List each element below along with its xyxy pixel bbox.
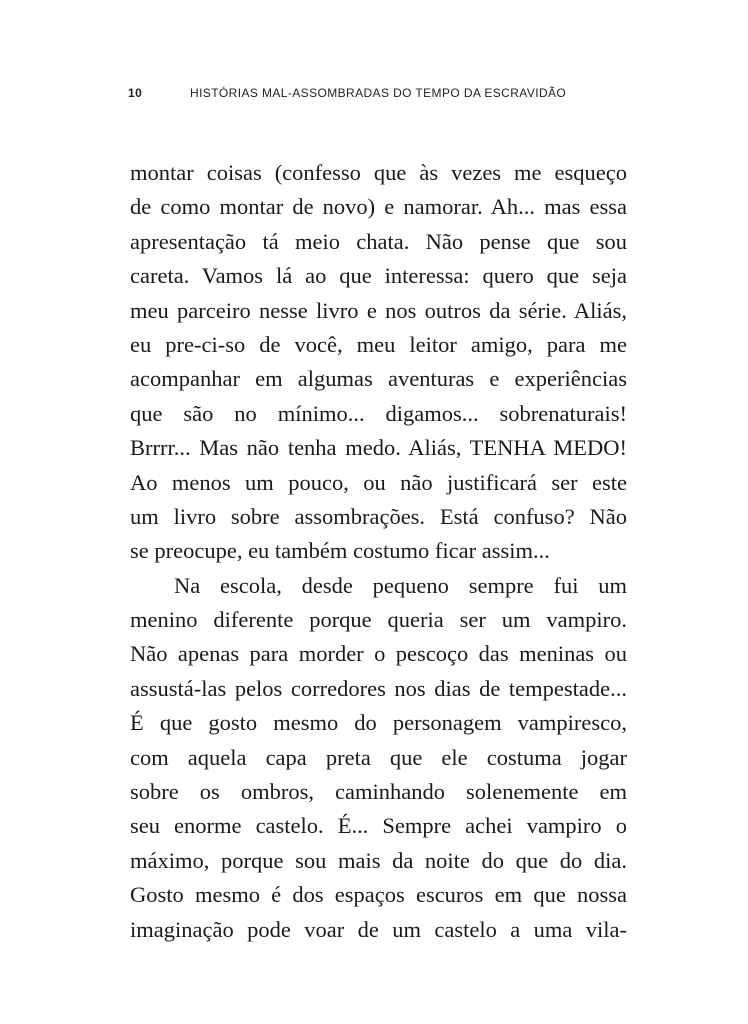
- text-line: Não apenas para morder o pescoço das meninas ou: [130, 641, 627, 667]
- text-line: meu parceiro nesse livro e nos outros da série. Aliás,: [130, 297, 627, 323]
- page-number: 10: [128, 86, 143, 100]
- text-line: seu enorme castelo. É... Sempre achei vampiro o: [130, 813, 627, 839]
- text-line: assustá-las pelos corredores nos dias de tempestade...: [130, 675, 627, 701]
- running-title: HISTÓRIAS MAL-ASSOMBRADAS DO TEMPO DA ESCRAVIDÃO: [190, 86, 567, 100]
- text-line: de como montar de novo) e namorar. Ah... mas essa: [130, 194, 627, 220]
- text-line: máximo, porque sou mais da noite do que do dia.: [130, 847, 627, 873]
- text-line: acompanhar em algumas aventuras e experiências: [130, 366, 627, 392]
- body-text: [130, 156, 627, 947]
- text-line: careta. Vamos lá ao que interessa: quero que seja: [130, 263, 627, 289]
- text-line: um livro sobre assombrações. Está confuso? Não: [130, 503, 627, 529]
- text-line: É que gosto mesmo do personagem vampiresco,: [130, 710, 627, 736]
- text-line: Ao menos um pouco, ou não justificará ser este: [130, 469, 627, 495]
- text-line: eu pre-ci-so de você, meu leitor amigo, para me: [130, 331, 627, 357]
- text-line: Gosto mesmo é dos espaços escuros em que nossa: [130, 882, 627, 908]
- text-line: sobre os ombros, caminhando solenemente em: [130, 779, 627, 805]
- text-line: se preocupe, eu também costumo ficar assim...: [130, 538, 550, 564]
- text-line: Na escola, desde pequeno sempre fui um: [174, 572, 627, 598]
- text-line: que são no mínimo... digamos... sobrenaturais!: [130, 400, 627, 426]
- text-line: apresentação tá meio chata. Não pense que sou: [130, 228, 627, 254]
- text-line: Brrrr... Mas não tenha medo. Aliás, TENHA MEDO!: [130, 435, 627, 461]
- text-line: montar coisas (confesso que às vezes me esqueço: [130, 160, 627, 185]
- text-line: imaginação pode voar de um castelo a uma vila-: [130, 916, 627, 942]
- text-line: com aquela capa preta que ele costuma jogar: [130, 744, 627, 770]
- text-line: menino diferente porque queria ser um vampiro.: [130, 607, 627, 633]
